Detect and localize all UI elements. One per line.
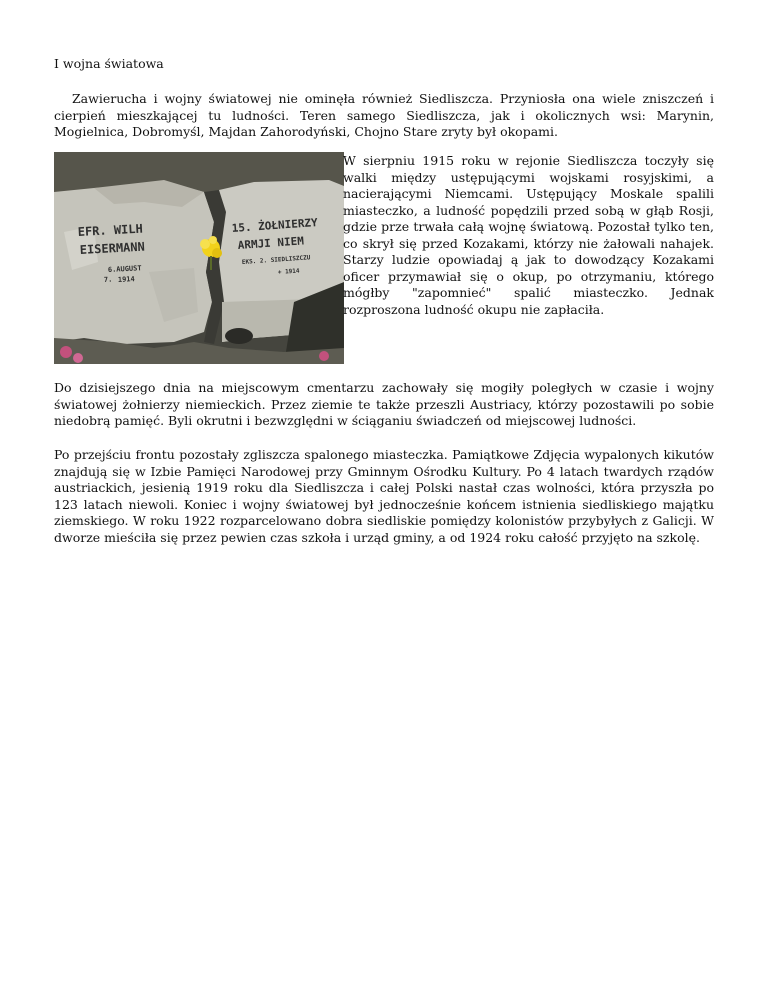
right-plaque-line-4: + 1914 <box>277 267 300 276</box>
left-plaque-line-4: 7. <box>103 275 113 284</box>
left-plaque-line-3: 6.AUGUST <box>107 264 142 274</box>
right-plaque-line-3: EKS. 2. SIEDLISZCZU <box>241 254 311 266</box>
grave-plaques-image <box>54 152 344 364</box>
left-plaque-line-1: EFR. WILH <box>77 221 144 239</box>
paragraph-after-front: Po przejściu frontu pozostały zgliszcza spalonego miasteczka. Pamiątkowe Zdjęcia wypalonych kikutów znajdują się w Izbie Pamięci Narodowej przy Gminnym Ośrodku Kultury. Po 4 latach twardych rządów austriackich, jesienią 1919 roku dla Siedliszcza i całej Polski nastał czas wolności, która przyszła po 123 latach niewoli. Koniec i wojny światowej był jednocześnie końcem istnienia siedliskiego majątku ziemskiego. W roku 1922 rozparcelowano dobra siedliskie pomiędzy kolonistów przybyłych z Galicji. W dworze mieściła się przez pewien czas szkoła i urząd gminy, a od 1924 roku całość przyjęto na szkolę. <box>54 447 714 545</box>
left-plaque-line-5: 1914 <box>117 275 135 284</box>
paragraph-cemetery: Do dzisiejszego dnia na miejscowym cmentarzu zachowały się mogiły poległych w czasie i wojny światowej żołnierzy niemieckich. Przez ziemie te także przeszli Austriacy, którzy pozostawili po sobie niedobrą pamięć. Byli okrutni i bezwzględni w ściąganiu świadczeń od miejscowej ludności. <box>54 380 714 428</box>
document-title: I wojna światowa <box>54 56 164 71</box>
right-plaque-line-2: ARMJI NIEM <box>237 234 305 252</box>
paragraph-intro: Zawierucha i wojny światowej nie ominęła również Siedliszcza. Przyniosła ona wiele zniszczeń i cierpień mieszkającej tu ludności. Teren samego Siedliszcza, jak i okolicznych wsi: Marynin, Mogielnica, Dobromyśl, Majdan Zahorodyński, Chojno Stare zryty był okopami. <box>54 91 714 139</box>
right-plaque-line-1: 15. ŻOŁNIERZY <box>231 216 319 235</box>
paragraph-august-1915: W sierpniu 1915 roku w rejonie Siedliszcza toczyły się walki między ustępującymi wojskami rosyjskimi, a nacierającymi Niemcami. Ustępujący Moskale spalili miasteczko, a ludność popędzili przed sobą w głąb Rosji, gdzie prze trwała całą wojnę światową. Pozostał tylko ten, co skrył się przed Kozakami, którzy nie żałowali nahajek. Starzy ludzie opowiadaj ą jak to dowodzący Kozakami oficer przymawiał się o okup, po otrzymaniu, którego mógłby "zapomnieć" spalić miasteczko. Jednak rozproszona ludność okupu nie zapłaciła. <box>343 153 714 317</box>
left-plaque-line-2: EISERMANN <box>79 239 146 257</box>
grave-plaques-photo <box>54 152 344 364</box>
